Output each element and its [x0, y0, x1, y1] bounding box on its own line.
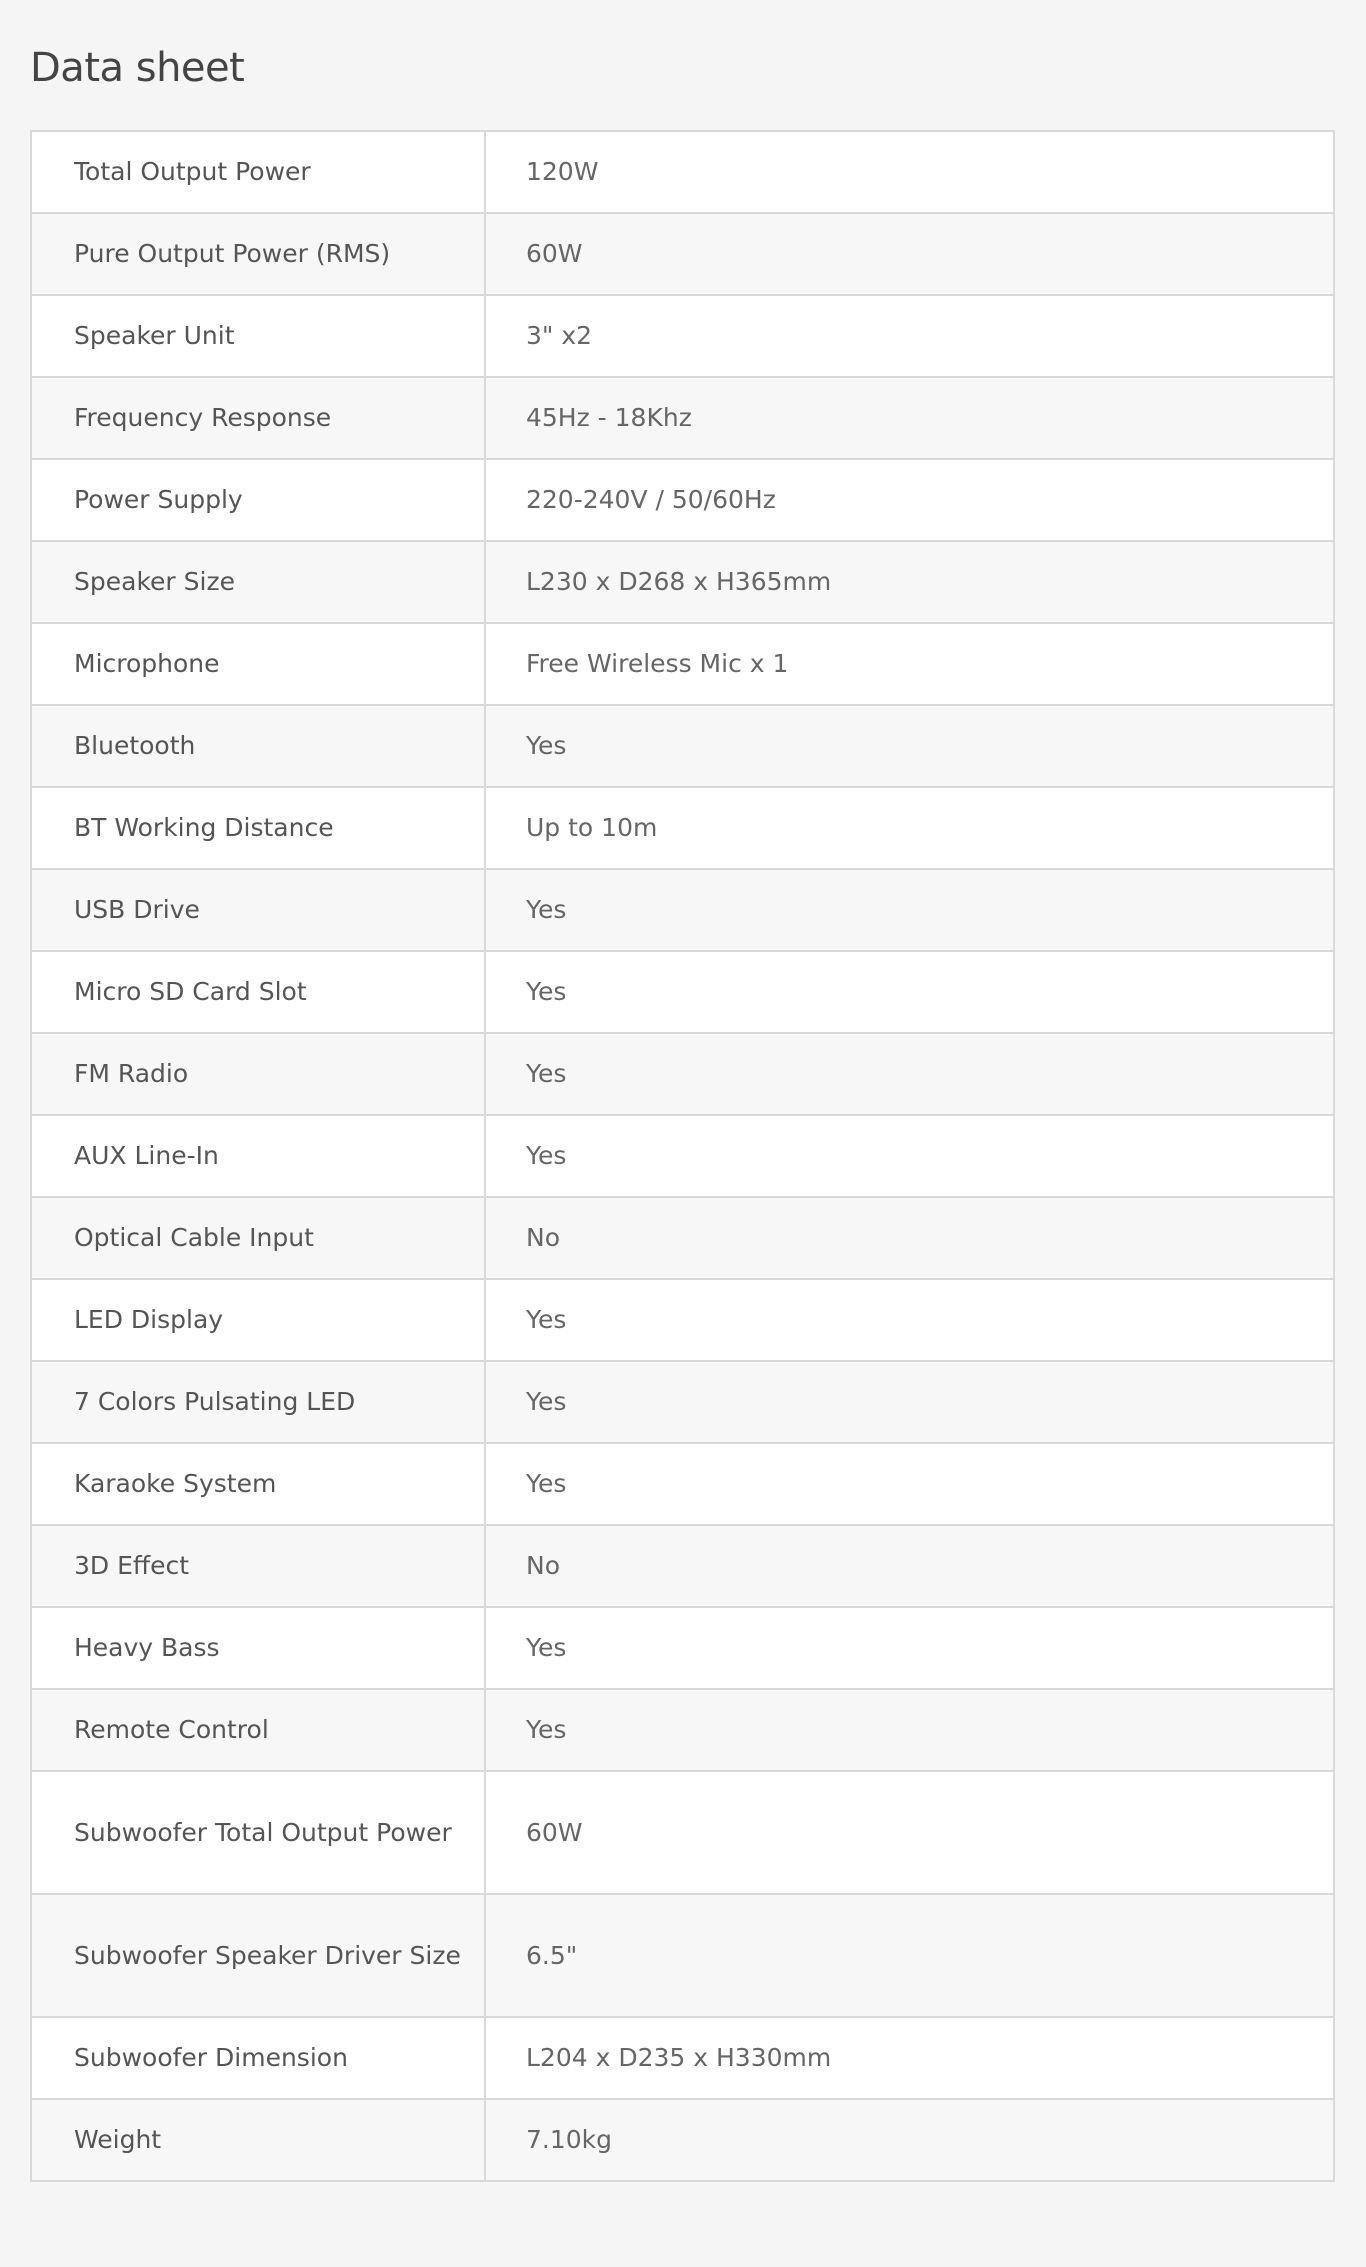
spec-label: Speaker Unit — [31, 295, 485, 377]
spec-value: Up to 10m — [485, 787, 1334, 869]
spec-value: Yes — [485, 1115, 1334, 1197]
spec-label: Subwoofer Dimension — [31, 2017, 485, 2099]
spec-label: Microphone — [31, 623, 485, 705]
spec-value: Yes — [485, 1279, 1334, 1361]
spec-value: Yes — [485, 1033, 1334, 1115]
spec-label: USB Drive — [31, 869, 485, 951]
table-row — [31, 1033, 1334, 1115]
table-row — [31, 131, 1334, 213]
spec-label: Bluetooth — [31, 705, 485, 787]
spec-value: L204 x D235 x H330mm — [485, 2017, 1334, 2099]
table-row — [31, 623, 1334, 705]
spec-value: Yes — [485, 1443, 1334, 1525]
spec-value: Yes — [485, 869, 1334, 951]
spec-value: Yes — [485, 951, 1334, 1033]
spec-label: Remote Control — [31, 1689, 485, 1771]
spec-label: Power Supply — [31, 459, 485, 541]
table-row — [31, 1689, 1334, 1771]
spec-value: 3" x2 — [485, 295, 1334, 377]
table-row — [31, 1771, 1334, 1894]
spec-label: LED Display — [31, 1279, 485, 1361]
spec-label: Weight — [31, 2099, 485, 2181]
table-row — [31, 869, 1334, 951]
spec-value: 7.10kg — [485, 2099, 1334, 2181]
table-row — [31, 1197, 1334, 1279]
spec-value: Yes — [485, 1689, 1334, 1771]
spec-value: No — [485, 1525, 1334, 1607]
spec-label: Pure Output Power (RMS) — [31, 213, 485, 295]
table-row — [31, 213, 1334, 295]
spec-value: 120W — [485, 131, 1334, 213]
spec-value: Yes — [485, 1361, 1334, 1443]
spec-label: 3D Effect — [31, 1525, 485, 1607]
spec-value: Yes — [485, 1607, 1334, 1689]
spec-label: Speaker Size — [31, 541, 485, 623]
spec-value: 60W — [485, 213, 1334, 295]
table-row — [31, 377, 1334, 459]
spec-value: No — [485, 1197, 1334, 1279]
spec-label: Karaoke System — [31, 1443, 485, 1525]
spec-label: Heavy Bass — [31, 1607, 485, 1689]
table-row — [31, 2017, 1334, 2099]
spec-value: L230 x D268 x H365mm — [485, 541, 1334, 623]
spec-label: 7 Colors Pulsating LED — [31, 1361, 485, 1443]
table-row — [31, 951, 1334, 1033]
table-row — [31, 2099, 1334, 2181]
spec-label: Total Output Power — [31, 131, 485, 213]
spec-label: FM Radio — [31, 1033, 485, 1115]
table-row — [31, 787, 1334, 869]
table-row — [31, 1443, 1334, 1525]
table-row — [31, 1279, 1334, 1361]
table-row — [31, 1894, 1334, 2017]
spec-value: 45Hz - 18Khz — [485, 377, 1334, 459]
data-sheet-table — [30, 130, 1335, 2182]
spec-label: Subwoofer Speaker Driver Size — [31, 1894, 485, 2017]
spec-label: Micro SD Card Slot — [31, 951, 485, 1033]
spec-value: 6.5" — [485, 1894, 1334, 2017]
spec-label: Frequency Response — [31, 377, 485, 459]
spec-label: Subwoofer Total Output Power — [31, 1771, 485, 1894]
spec-value: Free Wireless Mic x 1 — [485, 623, 1334, 705]
table-row — [31, 705, 1334, 787]
spec-label: BT Working Distance — [31, 787, 485, 869]
spec-label: Optical Cable Input — [31, 1197, 485, 1279]
spec-label: AUX Line-In — [31, 1115, 485, 1197]
table-row — [31, 1361, 1334, 1443]
table-row — [31, 1115, 1334, 1197]
spec-value: 220-240V / 50/60Hz — [485, 459, 1334, 541]
table-row — [31, 1607, 1334, 1689]
spec-value: 60W — [485, 1771, 1334, 1894]
table-row — [31, 541, 1334, 623]
table-row — [31, 459, 1334, 541]
table-row — [31, 1525, 1334, 1607]
spec-value: Yes — [485, 705, 1334, 787]
page-title: Data sheet — [30, 45, 245, 91]
table-row — [31, 295, 1334, 377]
